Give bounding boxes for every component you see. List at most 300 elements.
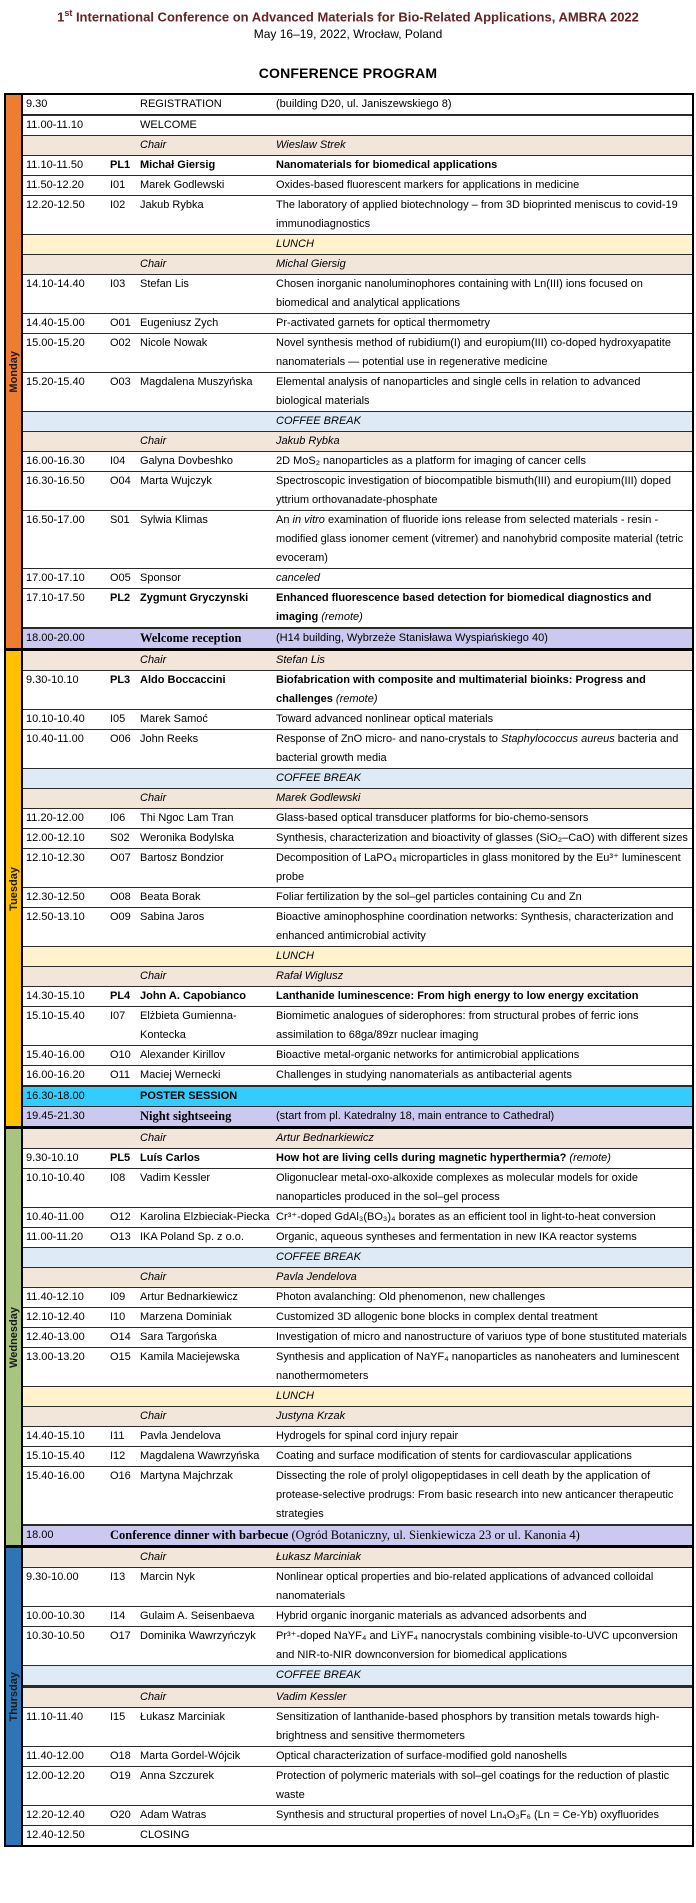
day-rows — [21, 1548, 692, 1845]
speaker-cell: Magdalena Muszyńska — [140, 376, 253, 389]
time-cell — [23, 1548, 107, 1567]
table-row — [23, 275, 692, 314]
title-cell: Synthesis and structural properties of novel Ln₄O₃F₆ (Ln = Ce-Yb) oxyfluorides — [276, 1809, 660, 1822]
table-row — [23, 176, 692, 196]
conference-title: 1st International Conference on Advanced Materials for Bio-Related Applications, AMBRA 2022 — [57, 8, 639, 25]
speaker-cell: Aldo Boccaccini — [140, 674, 226, 687]
day-section-wednesday — [6, 1129, 692, 1548]
chair-name: Stefan Lis — [276, 654, 325, 667]
session-code: O05 — [110, 572, 131, 585]
time-cell: 16.30-16.50 — [26, 475, 85, 488]
time-cell: 12.50-13.10 — [26, 911, 85, 924]
chair-name: Pavla Jendelova — [276, 1271, 357, 1284]
title-cell — [273, 511, 692, 568]
title-cell: Foliar fertilization by the sol–gel particles containing Cu and Zn — [276, 891, 582, 904]
speaker-cell: Gulaim A. Seisenbaeva — [140, 1610, 255, 1623]
time-cell: 18.00-20.00 — [26, 632, 85, 645]
remote-note: (remote) — [332, 693, 378, 706]
table-row — [23, 888, 692, 908]
time-cell — [23, 255, 107, 274]
event-location: (start from pl. Katedralny 18, main entrance to Cathedral) — [276, 1110, 555, 1123]
time-cell: 15.20-15.40 — [26, 376, 85, 389]
session-code: O03 — [110, 376, 131, 389]
program-heading: CONFERENCE PROGRAM — [258, 65, 438, 82]
session-code: O07 — [110, 852, 131, 865]
table-row — [23, 589, 692, 629]
table-row — [23, 116, 692, 136]
chair-label: Chair — [140, 970, 167, 983]
session-code: O15 — [110, 1351, 131, 1364]
day-label-tuesday — [6, 651, 21, 1126]
table-row — [23, 1447, 692, 1467]
chair-name: Łukasz Marciniak — [276, 1551, 361, 1564]
session-code: S01 — [110, 514, 130, 527]
plain-label: WELCOME — [140, 119, 197, 132]
table-row — [23, 432, 692, 452]
title-cell: Optical characterization of surface-modified gold nanoshells — [276, 1750, 568, 1763]
table-row — [23, 1107, 692, 1126]
title-segment: Staphylococcus aureus — [500, 733, 615, 746]
time-cell: 15.10-15.40 — [26, 1450, 85, 1463]
table-row — [23, 1149, 692, 1169]
session-code: O10 — [110, 1049, 131, 1062]
day-label-text: Thursday — [7, 1672, 20, 1722]
session-code: I11 — [110, 1430, 125, 1443]
session-code: I10 — [110, 1311, 126, 1324]
event-location: (building D20, ul. Janiszewskiego 8) — [276, 98, 452, 111]
table-row — [23, 1467, 692, 1526]
speaker-cell: Magdalena Wawrzyńska — [140, 1450, 260, 1463]
speaker-cell: Luís Carlos — [140, 1152, 200, 1165]
title-cell: Synthesis, characterization and bioactivity of glasses (SiO₂–CaO) with different sizes — [276, 832, 688, 845]
time-cell: 18.00 — [26, 1529, 54, 1542]
session-code: I13 — [110, 1571, 126, 1584]
time-cell: 10.30-10.50 — [26, 1630, 85, 1643]
event-name: Welcome reception — [140, 631, 242, 646]
break-label: LUNCH — [276, 1390, 314, 1403]
session-code: O20 — [110, 1809, 131, 1822]
speaker-cell: Dominika Wawrzyńczyk — [140, 1630, 256, 1643]
title-cell: Oligonuclear metal-oxo-alkoxide complexes as molecular models for oxide nanoparticles produced in the sol–gel process — [276, 1172, 638, 1204]
speaker-cell: Marek Samoć — [140, 713, 208, 726]
page-header — [0, 0, 696, 81]
time-cell: 9.30-10.00 — [26, 1571, 79, 1584]
title-cell: Organic, aqueous syntheses and fermentation in new IKA reactor systems — [276, 1231, 637, 1244]
time-cell: 15.00-15.20 — [26, 337, 85, 350]
table-row — [23, 255, 692, 275]
speaker-cell: Sylwia Klimas — [140, 514, 208, 527]
session-code: O09 — [110, 911, 131, 924]
table-row — [23, 136, 692, 156]
title-cell: Glass-based optical transducer platforms for bio-chemo-sensors — [276, 812, 589, 825]
chair-name: Jakub Rybka — [276, 435, 340, 448]
table-row — [23, 1806, 692, 1826]
speaker-cell: Weronika Bodylska — [140, 832, 234, 845]
time-cell — [23, 1387, 107, 1406]
time-cell: 14.40-15.00 — [26, 317, 85, 330]
speaker-cell: John Reeks — [140, 733, 199, 746]
table-row — [23, 156, 692, 176]
day-label-text: Monday — [7, 351, 20, 393]
time-cell: 10.10-10.40 — [26, 1172, 85, 1185]
speaker-cell: Zygmunt Gryczynski — [140, 592, 249, 605]
table-row — [23, 1288, 692, 1308]
break-label: COFFEE BREAK — [276, 772, 361, 785]
session-code: I14 — [110, 1610, 126, 1623]
speaker-cell: IKA Poland Sp. z o.o. — [140, 1231, 244, 1244]
time-cell: 16.00-16.20 — [26, 1069, 85, 1082]
table-row — [23, 1767, 692, 1806]
time-cell: 11.00-11.10 — [26, 119, 84, 132]
time-cell: 11.10-11.40 — [26, 1711, 84, 1724]
table-row — [23, 1666, 692, 1688]
session-code: PL3 — [110, 674, 131, 687]
session-code: O01 — [110, 317, 131, 330]
time-cell: 14.40-15.10 — [26, 1430, 85, 1443]
title-cell: Hybrid organic inorganic materials as advanced adsorbents and — [276, 1610, 587, 1623]
table-row — [23, 849, 692, 888]
title-cell: Pr-activated garnets for optical thermometry — [276, 317, 490, 330]
break-label: COFFEE BREAK — [276, 1669, 361, 1682]
title-cell: Challenges in studying nanomaterials as antibacterial agents — [276, 1069, 572, 1082]
session-code: O08 — [110, 891, 131, 904]
time-cell — [23, 136, 107, 155]
speaker-cell: Anna Szczurek — [140, 1770, 214, 1783]
table-row — [23, 789, 692, 809]
time-cell: 16.30-18.00 — [26, 1090, 85, 1103]
speaker-cell: Thi Ngoc Lam Tran — [140, 812, 234, 825]
title-cell: Lanthanide luminescence: From high energy to low energy excitation — [276, 990, 639, 1003]
remote-note: (remote) — [318, 611, 363, 624]
title-cell — [273, 730, 692, 768]
title-cell: Bioactive aminophosphine coordination networks: Synthesis, characterization and enhanced antimicrobial activity — [276, 911, 674, 943]
time-cell — [23, 651, 107, 670]
table-row — [23, 967, 692, 987]
table-row — [23, 1046, 692, 1066]
time-cell: 11.40-12.10 — [26, 1291, 84, 1304]
table-row — [23, 235, 692, 255]
session-code: O18 — [110, 1750, 131, 1763]
time-cell: 10.00-10.30 — [26, 1610, 85, 1623]
speaker-cell: Artur Bednarkiewicz — [140, 1291, 238, 1304]
speaker-cell: Beata Borak — [140, 891, 201, 904]
session-code: O13 — [110, 1231, 131, 1244]
title-cell: Oxides-based fluorescent markers for applications in medicine — [276, 179, 580, 192]
session-code: I04 — [110, 455, 126, 468]
chair-name: Michal Giersig — [276, 258, 346, 271]
session-code: I15 — [110, 1711, 126, 1724]
session-code: I06 — [110, 812, 126, 825]
time-cell — [23, 769, 107, 788]
day-section-thursday — [6, 1548, 692, 1845]
event-location: (Ogród Botaniczny, ul. Sienkiewicza 23 or ul. Kanonia 4) — [288, 1528, 580, 1543]
speaker-cell: Marzena Dominiak — [140, 1311, 232, 1324]
time-cell: 10.40-11.00 — [26, 1211, 84, 1224]
time-cell: 11.20-12.00 — [26, 812, 84, 825]
speaker-cell: Marta Wujczyk — [140, 475, 212, 488]
session-code: I07 — [110, 1010, 126, 1023]
time-cell: 16.50-17.00 — [26, 514, 85, 527]
table-row — [23, 1007, 692, 1046]
chair-name: Justyna Krzak — [276, 1410, 346, 1423]
time-cell — [23, 432, 107, 451]
time-cell: 12.20-12.50 — [26, 199, 85, 212]
table-row — [23, 334, 692, 373]
chair-label: Chair — [140, 1132, 167, 1145]
table-row — [23, 629, 692, 648]
speaker-cell: Łukasz Marciniak — [140, 1711, 225, 1724]
time-cell: 15.40-16.00 — [26, 1049, 85, 1062]
day-rows — [21, 651, 692, 1126]
time-cell — [23, 1129, 107, 1148]
title-cell: Photon avalanching: Old phenomenon, new challenges — [276, 1291, 546, 1304]
time-cell — [23, 235, 107, 254]
time-cell: 13.00-13.20 — [26, 1351, 85, 1364]
table-row — [23, 651, 692, 671]
session-code: O12 — [110, 1211, 131, 1224]
event-name: Night sightseeing — [140, 1109, 232, 1124]
speaker-cell: Alexander Kirillov — [140, 1049, 225, 1062]
table-row — [23, 1129, 692, 1149]
day-rows — [21, 95, 692, 648]
table-row — [23, 1607, 692, 1627]
speaker-cell: Martyna Majchrzak — [140, 1470, 233, 1483]
time-cell — [23, 1407, 107, 1426]
title-cell: Novel synthesis method of rubidium(I) and europium(III) co-doped hydroxyapatite nanomaterials — potential use in regenerative medicine — [276, 337, 671, 369]
time-cell — [23, 1666, 107, 1685]
title-segment: in vitro — [292, 514, 325, 527]
title-cell: Investigation of micro and nanostructure of variuos type of bone stustituted materials — [276, 1331, 687, 1344]
chair-label: Chair — [140, 792, 167, 805]
session-code: O17 — [110, 1630, 131, 1643]
day-rows — [21, 1129, 692, 1545]
break-label: LUNCH — [276, 950, 314, 963]
time-cell — [23, 1248, 107, 1267]
table-row — [23, 1348, 692, 1387]
table-row — [23, 412, 692, 432]
speaker-cell: Nicole Nowak — [140, 337, 208, 350]
table-row — [23, 809, 692, 829]
title-cell: Hydrogels for spinal cord injury repair — [276, 1430, 459, 1443]
program-table — [4, 93, 694, 1847]
title-cell: Protection of polymeric materials with sol–gel coatings for the reduction of plastic waste — [276, 1770, 670, 1802]
title-cell: Coating and surface modification of stents for cardiovascular applications — [276, 1450, 632, 1463]
table-row — [23, 1627, 692, 1666]
title-cell: Elemental analysis of nanoparticles and single cells in relation to advanced biological materials — [276, 376, 641, 408]
speaker-cell: Michał Giersig — [140, 159, 216, 172]
chair-name: Artur Bednarkiewicz — [276, 1132, 374, 1145]
table-row — [23, 1208, 692, 1228]
time-cell — [23, 967, 107, 986]
time-cell: 16.00-16.30 — [26, 455, 85, 468]
table-row — [23, 769, 692, 789]
plain-label: REGISTRATION — [140, 98, 222, 111]
speaker-cell: Sponsor — [140, 572, 181, 585]
table-row — [23, 1268, 692, 1288]
session-code: O04 — [110, 475, 131, 488]
title-cell — [273, 569, 692, 588]
session-code: I09 — [110, 1291, 126, 1304]
table-row — [23, 1066, 692, 1087]
time-cell: 12.00-12.10 — [26, 832, 85, 845]
title-cell: Chosen inorganic nanoluminophores containing with Ln(III) ions focused on biomedical and analytical applications — [276, 278, 643, 310]
table-row — [23, 1747, 692, 1767]
time-cell: 10.40-11.00 — [26, 733, 84, 746]
time-cell: 11.40-12.00 — [26, 1750, 84, 1763]
table-row — [23, 710, 692, 730]
chair-label: Chair — [140, 1271, 167, 1284]
table-row — [23, 373, 692, 412]
time-cell: 14.30-15.10 — [26, 990, 85, 1003]
time-cell — [23, 412, 107, 431]
time-cell: 19.45-21.30 — [26, 1110, 85, 1123]
session-code: I05 — [110, 713, 126, 726]
speaker-cell: Stefan Lis — [140, 278, 189, 291]
time-cell: 12.40-12.50 — [26, 1829, 85, 1842]
table-row — [23, 196, 692, 235]
session-code: PL2 — [110, 592, 131, 605]
time-cell: 15.10-15.40 — [26, 1010, 85, 1023]
speaker-cell: Sabina Jaros — [140, 911, 205, 924]
day-label-text: Wednesday — [7, 1306, 20, 1368]
day-label-wednesday — [6, 1129, 21, 1545]
table-row — [23, 1407, 692, 1427]
time-cell: 12.10-12.30 — [26, 852, 85, 865]
speaker-cell: Kamila Maciejewska — [140, 1351, 240, 1364]
break-label: COFFEE BREAK — [276, 1251, 361, 1264]
speaker-cell: Marcin Nyk — [140, 1571, 196, 1584]
chair-label: Chair — [140, 654, 167, 667]
chair-name: Wieslaw Strek — [276, 139, 346, 152]
day-section-monday — [6, 95, 692, 651]
title-cell: Cr³⁺-doped GdAl₃(BO₃)₄ borates as an efficient tool in light-to-heat conversion — [276, 1211, 656, 1224]
speaker-cell: Bartosz Bondzior — [140, 852, 224, 865]
session-code: O06 — [110, 733, 131, 746]
table-row — [23, 511, 692, 569]
time-cell: 17.10-17.50 — [26, 592, 85, 605]
speaker-cell: Sara Targońska — [140, 1331, 217, 1344]
table-row — [23, 1568, 692, 1607]
speaker-cell: Pavla Jendelova — [140, 1430, 221, 1443]
title-cell: The laboratory of applied biotechnology – from 3D bioprinted meniscus to covid-19 immunodiagnostics — [276, 199, 678, 231]
day-section-tuesday — [6, 651, 692, 1129]
break-label: LUNCH — [276, 238, 314, 251]
time-cell: 12.40-13.00 — [26, 1331, 85, 1344]
chair-label: Chair — [140, 1551, 167, 1564]
time-cell: 17.00-17.10 — [26, 572, 85, 585]
title-cell: Biofabrication with composite and multimaterial bioinks: Progress and challenges (remote) — [276, 674, 646, 706]
speaker-cell: Marta Gordel-Wójcik — [140, 1750, 241, 1763]
title-cell: Bioactive metal-organic networks for antimicrobial applications — [276, 1049, 580, 1062]
event-location: (H14 building, Wybrzeże Stanisława Wyspiańskiego 40) — [276, 632, 548, 645]
table-row — [23, 987, 692, 1007]
session-code: O16 — [110, 1470, 131, 1483]
session-code: S02 — [110, 832, 130, 845]
chair-name: Marek Godlewski — [276, 792, 361, 805]
title-segment: Response of ZnO micro- and nano-crystals to — [276, 733, 501, 746]
title-cell: Pr³⁺-doped NaYF₄ and LiYF₄ nanocrystals combining visible-to-UVC upconversion and NIR-to-NIR downconversion for biomedical applications — [276, 1630, 678, 1662]
title-segment: bacteria and bacterial growth media — [276, 733, 679, 765]
session-code: O14 — [110, 1331, 131, 1344]
table-row — [23, 730, 692, 769]
session-code: PL5 — [110, 1152, 131, 1165]
session-code: O11 — [110, 1069, 130, 1082]
table-row — [23, 671, 692, 710]
table-row — [23, 452, 692, 472]
time-cell: 12.10-12.40 — [26, 1311, 85, 1324]
table-row — [23, 947, 692, 967]
speaker-cell: Jakub Rybka — [140, 199, 204, 212]
time-cell: 11.00-11.20 — [26, 1231, 84, 1244]
title-cell: Nonlinear optical properties and bio-related applications of advanced colloidal nanomaterials — [276, 1571, 654, 1603]
speaker-cell: Elżbieta Gumienna-Kontecka — [140, 1010, 237, 1042]
time-cell: 9.30-10.10 — [26, 674, 79, 687]
session-code: I03 — [110, 278, 126, 291]
title-cell: Synthesis and application of NaYF₄ nanoparticles as nanoheaters and luminescent nanothermometers — [276, 1351, 680, 1383]
session-code: I01 — [110, 179, 126, 192]
break-label: COFFEE BREAK — [276, 415, 361, 428]
conference-date-location: May 16–19, 2022, Wrocław, Poland — [253, 27, 443, 42]
time-cell: 12.00-12.20 — [26, 1770, 85, 1783]
time-cell — [23, 789, 107, 808]
session-code: I12 — [110, 1450, 126, 1463]
plain-label: CLOSING — [140, 1829, 190, 1842]
session-code: O02 — [110, 337, 131, 350]
chair-label: Chair — [140, 435, 167, 448]
speaker-cell: Galyna Dovbeshko — [140, 455, 233, 468]
chair-name: Vadim Kessler — [276, 1691, 347, 1704]
speaker-cell: Eugeniusz Zych — [140, 317, 219, 330]
speaker-cell: Karolina Elzbieciak-Piecka — [140, 1211, 270, 1224]
title-cell: Enhanced fluorescence based detection for biomedical diagnostics and imaging (remote) — [276, 592, 652, 624]
title-segment: An — [276, 514, 293, 527]
table-row — [23, 472, 692, 511]
title-cell: How hot are living cells during magnetic hyperthermia? (remote) — [276, 1152, 611, 1165]
table-row — [23, 1308, 692, 1328]
session-code: O19 — [110, 1770, 131, 1783]
event-cell — [107, 1526, 692, 1545]
chair-name: Rafał Wiglusz — [276, 970, 344, 983]
time-cell: 11.50-12.20 — [26, 179, 84, 192]
session-code: I02 — [110, 199, 126, 212]
table-row — [23, 1688, 692, 1708]
time-cell: 9.30-10.10 — [26, 1152, 79, 1165]
speaker-cell: Adam Watras — [140, 1809, 207, 1822]
chair-label: Chair — [140, 1410, 167, 1423]
title-cell: 2D MoS₂ nanoparticles as a platform for imaging of cancer cells — [276, 455, 586, 468]
speaker-cell: John A. Capobianco — [140, 990, 246, 1003]
title-cell: Dissecting the role of prolyl oligopeptidases in cell death by the application of protease-selective prodrugs: From basic research into new anticancer therapeutic strategies — [276, 1470, 674, 1521]
time-cell: 10.10-10.40 — [26, 713, 85, 726]
table-row — [23, 1548, 692, 1568]
time-cell — [23, 1268, 107, 1287]
time-cell — [23, 1688, 107, 1707]
table-row — [23, 314, 692, 334]
title-cell: Spectroscopic investigation of biocompatible bismuth(III) and europium(III) doped yttrium orthovanadate-phosphate — [276, 475, 671, 507]
title-segment: canceled — [276, 572, 321, 585]
table-row — [23, 829, 692, 849]
session-code: PL4 — [110, 990, 131, 1003]
title-cell: Sensitization of lanthanide-based phosphors by transition metals towards high-brightness and sensitive thermometers — [276, 1711, 660, 1743]
table-row — [23, 1526, 692, 1545]
session-code: I08 — [110, 1172, 126, 1185]
table-row — [23, 1248, 692, 1268]
chair-label: Chair — [140, 1691, 167, 1704]
chair-label: Chair — [140, 258, 167, 271]
time-cell — [23, 947, 107, 966]
chair-label: Chair — [140, 139, 167, 152]
table-row — [23, 1427, 692, 1447]
